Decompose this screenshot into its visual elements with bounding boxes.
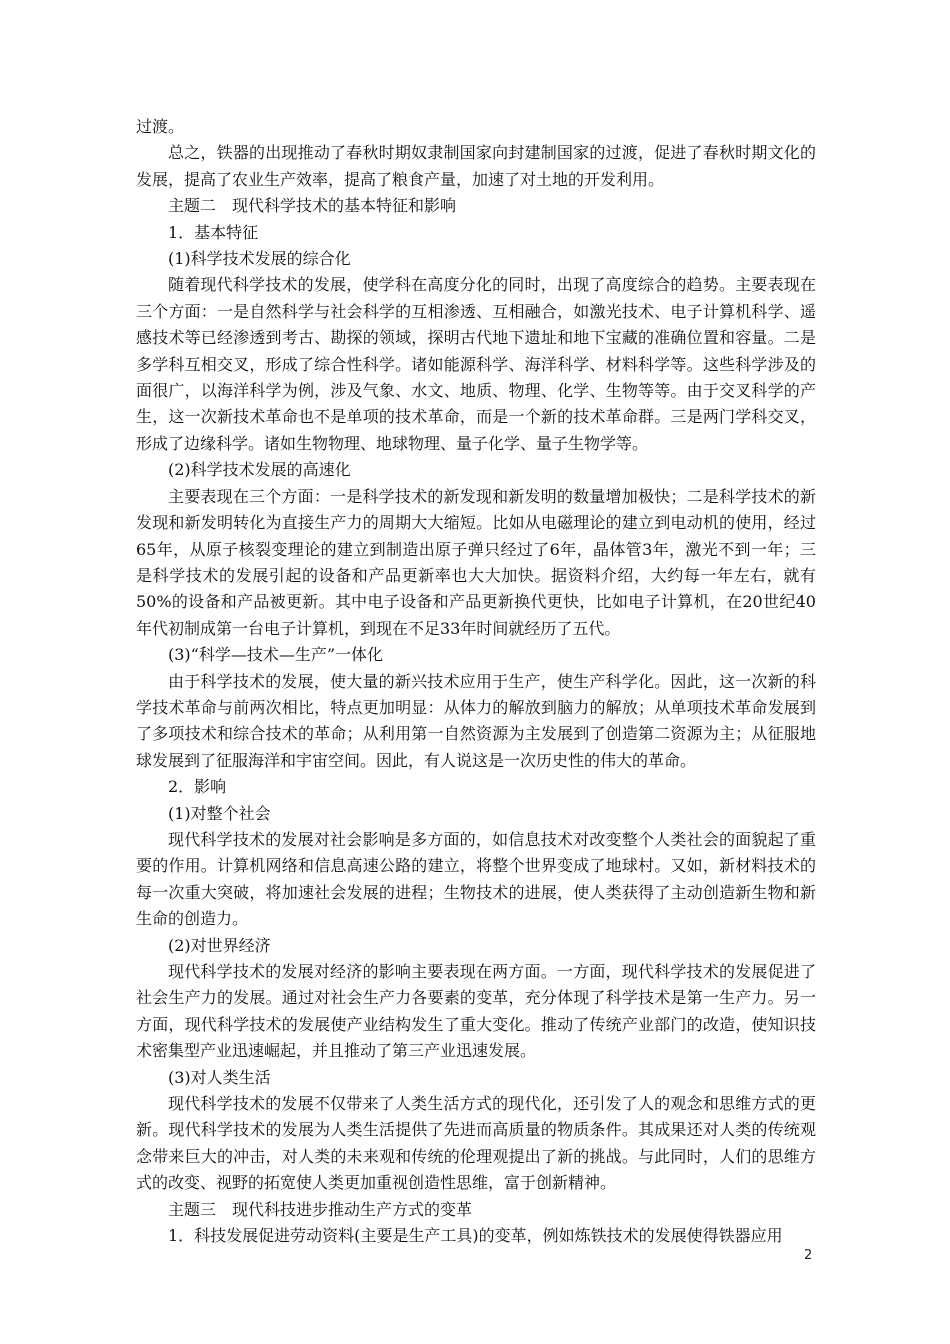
paragraph: 现代科学技术的发展对经济的影响主要表现在两方面。一方面，现代科学技术的发展促进了社会生产力的发展。通过对社会生产力各要素的变革，充分体现了科学技术是第一生产力。另一方面，现代科学技术的发展使产业结构发生了重大变化。推动了传统产业部门的改造，使知识技术密集型产业迅速崛起，并且推动了第三产业迅速发展。: [136, 962, 816, 1061]
paragraph: 由于科学技术的发展，使大量的新兴技术应用于生产，使生产科学化。因此，这一次新的科学技术革命与前两次相比，特点更加明显：从体力的解放到脑力的解放；从单项技术革命发展到了多项技术和综合技术的革命；从利用第一自然资源为主发展到了创造第二资源为主；从征服地球发展到了征服海洋和宇宙空间。因此，有人说这是一次历史性的伟大的革命。: [136, 671, 816, 770]
document-body: [136, 114, 816, 1249]
paragraph: 总之，铁器的出现推动了春秋时期奴隶制国家向封建制国家的过渡，促进了春秋时期文化的发展，提高了农业生产效率，提高了粮食产量，加速了对土地的开发利用。: [136, 143, 816, 189]
paragraph: 现代科学技术的发展对社会影响是多方面的，如信息技术对改变整个人类社会的面貌起了重要的作用。计算机网络和信息高速公路的建立，将整个世界变成了地球村。又如，新材料技术的每一次重大突破，将加速社会发展的进程；生物技术的进展，使人类获得了主动创造新生物和新生命的创造力。: [136, 829, 816, 929]
paragraph: 过渡。: [136, 117, 185, 136]
paragraph: 现代科学技术的发展不仅带来了人类生活方式的现代化，还引发了人的观念和思维方式的更新。现代科学技术的发展为人类生活提供了先进而高质量的物质条件。其成果还对人类的传统观念带来巨大的冲击，对人类的未来观和传统的伦理观提出了新的挑战。与此同时，人们的思维方式的改变、视野的拓宽使人类更加重视创造性思维，富于创新精神。: [136, 1094, 816, 1193]
paragraph: (2)对世界经济: [168, 935, 271, 955]
paragraph: 2．影响: [168, 777, 227, 797]
paragraph: (1)科学技术发展的综合化: [168, 249, 351, 269]
paragraph: (2)科学技术发展的高速化: [168, 460, 351, 480]
paragraph: 1．科技发展促进劳动资料(主要是生产工具)的变革，例如炼铁技术的发展使得铁器应用: [168, 1226, 783, 1246]
paragraph: 主题二 现代科学技术的基本特征和影响: [168, 196, 457, 216]
paragraph: 随着现代科学技术的发展，使学科在高度分化的同时，出现了高度综合的趋势。主要表现在三个方面：一是自然科学与社会科学的互相渗透、互相融合，如激光技术、电子计算机科学、遥感技术等已经渗透到考古、勘探的领域，探明古代地下遗址和地下宝藏的准确位置和容量。二是多学科互相交叉，形成了综合性科学。诸如能源科学、海洋科学、材料科学等。这些科学涉及的面很广，以海洋科学为例，涉及气象、水文、地质、物理、化学、生物等等。由于交叉科学的产生，这一次新技术革命也不是单项的技术革命，而是一个新的技术革命群。三是两门学科交叉，形成了边缘科学。诸如生物物理、地球物理、量子化学、量子生物学等。: [136, 275, 816, 453]
paragraph: 主要表现在三个方面：一是科学技术的新发现和新发明的数量增加极快；二是科学技术的新发现和新发明转化为直接生产力的周期大大缩短。比如从电磁理论的建立到电动机的使用，经过65年，从原子核裂变理论的建立到制造出原子弹只经过了6年，晶体管3年，激光不到一年；三是科学技术的发展引起的设备和产品更新率也大大加快。据资料介绍，大约每一年左右，就有50%的设备和产品被更新。其中电子设备和产品更新换代更快，比如电子计算机，在20世纪40年代初制成第一台电子计算机，到现在不足33年时间就经历了五代。: [136, 486, 816, 638]
page-number: 2: [804, 1248, 813, 1263]
paragraph: 1．基本特征: [168, 222, 259, 242]
paragraph: (3)对人类生活: [168, 1067, 271, 1087]
paragraph: 主题三 现代科技进步推动生产方式的变革: [168, 1199, 473, 1219]
paragraph: (3)“科学—技术—生产”一体化: [168, 645, 384, 665]
paragraph: (1)对整个社会: [168, 803, 271, 823]
